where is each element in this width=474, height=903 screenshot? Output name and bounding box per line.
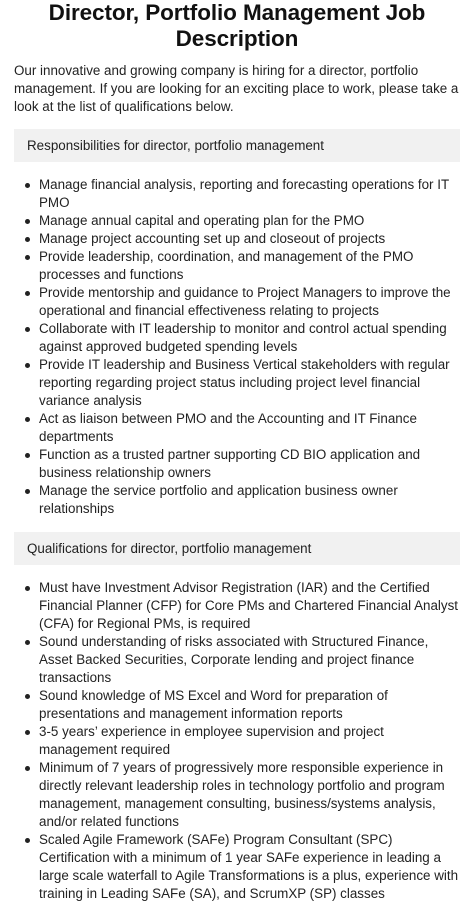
list-item: Manage the service portfolio and application business owner relationships (39, 482, 460, 518)
list-item: Minimum of 7 years of progressively more responsible experience in directly relevant leadership roles in technology portfolio and program management, management consulting, business/systems analysis, and/or related functions (39, 759, 460, 831)
page-title: Director, Portfolio Management Job Description (48, 0, 426, 51)
list-item: Provide mentorship and guidance to Project Managers to improve the operational and financial effectiveness relating to projects (39, 284, 460, 320)
list-item: Collaborate with IT leadership to monitor and control actual spending against approved budgeted spending levels (39, 320, 460, 356)
list-item: Function as a trusted partner supporting CD BIO application and business relationship owners (39, 446, 460, 482)
list-item: Must have Investment Advisor Registration (IAR) and the Certified Financial Planner (CFP) for Core PMs and Chartered Financial Analyst (CFA) for Regional PMs, is required (39, 580, 459, 631)
list-item: Provide leadership, coordination, and management of the PMO processes and functions (39, 248, 460, 284)
list-item: Act as liaison between PMO and the Accounting and IT Finance departments (39, 410, 460, 446)
qualifications-header: Qualifications for director, portfolio management (14, 532, 460, 565)
list-item: Manage financial analysis, reporting and forecasting operations for IT PMO (39, 176, 460, 212)
list-item: Sound understanding of risks associated with Structured Finance, Asset Backed Securities, Corporate lending and project finance transactions (39, 633, 460, 687)
responsibilities-list (14, 176, 460, 518)
list-item: Scaled Agile Framework (SAFe) Program Consultant (SPC) Certification with a minimum of 1 year SAFe experience in leading a large scale waterfall to Agile Transformations is a plus, experience with training in Leading SAFe (SA), and ScrumXP (SP) classes (39, 832, 459, 901)
qualifications-list (14, 579, 460, 903)
list-item: Manage annual capital and operating plan for the PMO (39, 212, 460, 230)
responsibilities-header: Responsibilities for director, portfolio management (14, 129, 460, 162)
list-item: Sound knowledge of MS Excel and Word for preparation of presentations and management information reports (39, 687, 460, 723)
list-item: Manage project accounting set up and closeout of projects (39, 230, 460, 248)
intro-paragraph: Our innovative and growing company is hiring for a director, portfolio management. If you are looking for an exciting place to work, please take a look at the list of qualifications below. (14, 63, 459, 114)
list-item: Provide IT leadership and Business Vertical stakeholders with regular reporting regarding project status including project level financial variance analysis (39, 356, 460, 410)
list-item: 3-5 years’ experience in employee supervision and project management required (39, 723, 460, 759)
